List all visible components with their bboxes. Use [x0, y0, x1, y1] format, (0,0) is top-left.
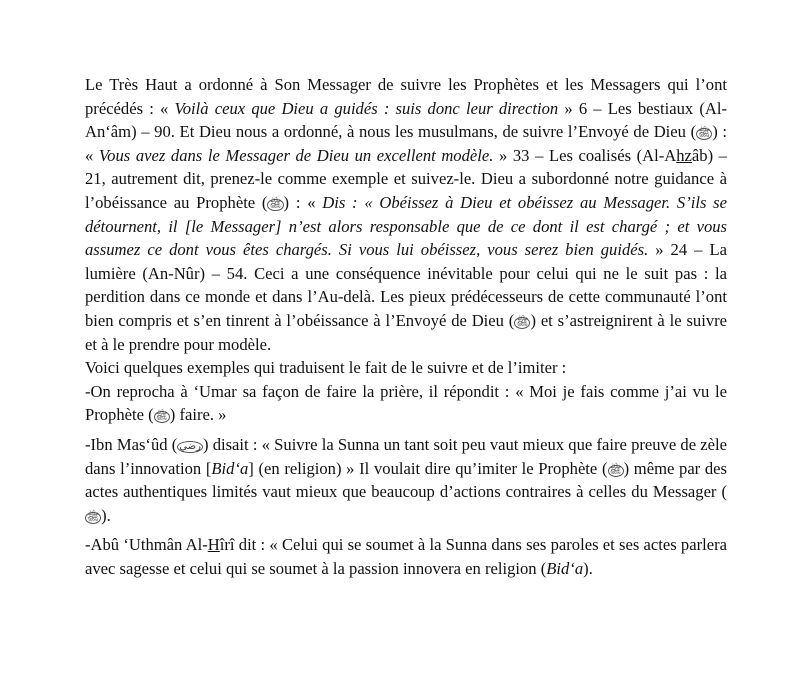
paragraph-ibn-masud	[85, 433, 727, 527]
text-run: -Ibn Mas‘ûd (	[85, 434, 178, 454]
paragraph-examples-intro: Voici quelques exemples qui traduisent le fait de le suivre et de l’imiter :	[85, 358, 567, 378]
quran-quote: Vous avez dans le Messager de Dieu un excellent modèle.	[98, 145, 494, 165]
text-run: ) même par des actes authentiques limités vaut mieux que beaucoup d’actions contraires à celles du Messager (	[85, 458, 728, 502]
text-run: ).	[101, 505, 111, 525]
text-run: -On reprocha à ‘Umar sa façon de faire la prière, il répondit : « Moi je fais comme j’ai vu le Prophète (	[85, 381, 727, 425]
quran-quote: Dis : « Obéissez à Dieu et obéissez au Messager. S’ils se détournent, il [le Messager] n’est alors responsable que de ce dont il est chargé ; et vous assumez ce dont vous êtes chargés. Si vous lui obéissez, vous serez bien guidés.	[85, 192, 727, 260]
quran-quote: Voilà ceux que Dieu a guidés : suis donc leur direction	[174, 98, 559, 118]
text-run: » 6 – Les bestiaux (Al-An‘âm) – 90. Et Dieu nous a ordonné, à nous les musulmans, de suivre l’Envoyé de Dieu (	[85, 98, 728, 142]
salutation-icon: ﷺ	[609, 464, 622, 476]
term-italic: Bid‘a	[211, 458, 249, 478]
text-run: » 24 – La lumière (An-Nûr) – 54. Ceci a une conséquence inévitable pour celui qui ne le suit pas : la perdition dans ce monde et dans l’Au-delà. Les pieux prédécesseurs de cette communauté l’ont bien compris et s’en tinrent à l’obéissance à l’Envoyé de Dieu (	[85, 240, 727, 330]
text-run: ) disait : « Suivre la Sunna un tant soit peu vaut mieux que faire preuve de zèle dans l’innovation [	[85, 434, 727, 478]
text-run: ) : «	[85, 122, 727, 165]
salutation-icon: رضي	[179, 440, 201, 452]
text-run: ) : «	[283, 192, 323, 212]
text-run: ) et s’astreignirent à le suivre et à le prendre pour modèle.	[85, 310, 728, 354]
text-run: -Abû ‘Uthmân Al-	[85, 535, 208, 555]
paragraph-intro	[85, 73, 727, 356]
text-run: ).	[583, 558, 593, 578]
salutation-icon: ﷺ	[516, 316, 529, 328]
text-run: ] (en religion) » Il voulait dire qu’imiter le Prophète (	[248, 458, 608, 478]
salutation-icon: ﷺ	[87, 511, 100, 523]
text-run: Le Très Haut a ordonné à Son Messager de suivre les Prophètes et les Messagers qui l’ont précédés : «	[85, 75, 727, 118]
paragraph-abu-uthman	[85, 533, 727, 580]
text-run: ) faire. »	[169, 405, 227, 425]
transliteration-letter: hz	[676, 145, 692, 165]
salutation-icon: ﷺ	[155, 411, 168, 423]
paragraph-umar	[85, 380, 727, 427]
text-run: îrî dit : « Celui qui se soumet à la Sunna dans ses paroles et ses actes parlera avec sagesse et celui qui se soumet à la passion innovera en religion (	[85, 535, 727, 578]
transliteration-letter: H	[207, 535, 220, 555]
term-italic: Bid‘a	[546, 558, 584, 578]
text-run: » 33 – Les coalisés (Al-A	[493, 145, 677, 165]
document-body	[85, 73, 727, 580]
salutation-icon: ﷺ	[269, 198, 282, 210]
text-run: âb) – 21, autrement dit, prenez-le comme exemple et suivez-le. Dieu a subordonné notre guidance à l’obéissance au Prophète (	[85, 145, 727, 212]
salutation-icon: ﷺ	[698, 128, 711, 140]
